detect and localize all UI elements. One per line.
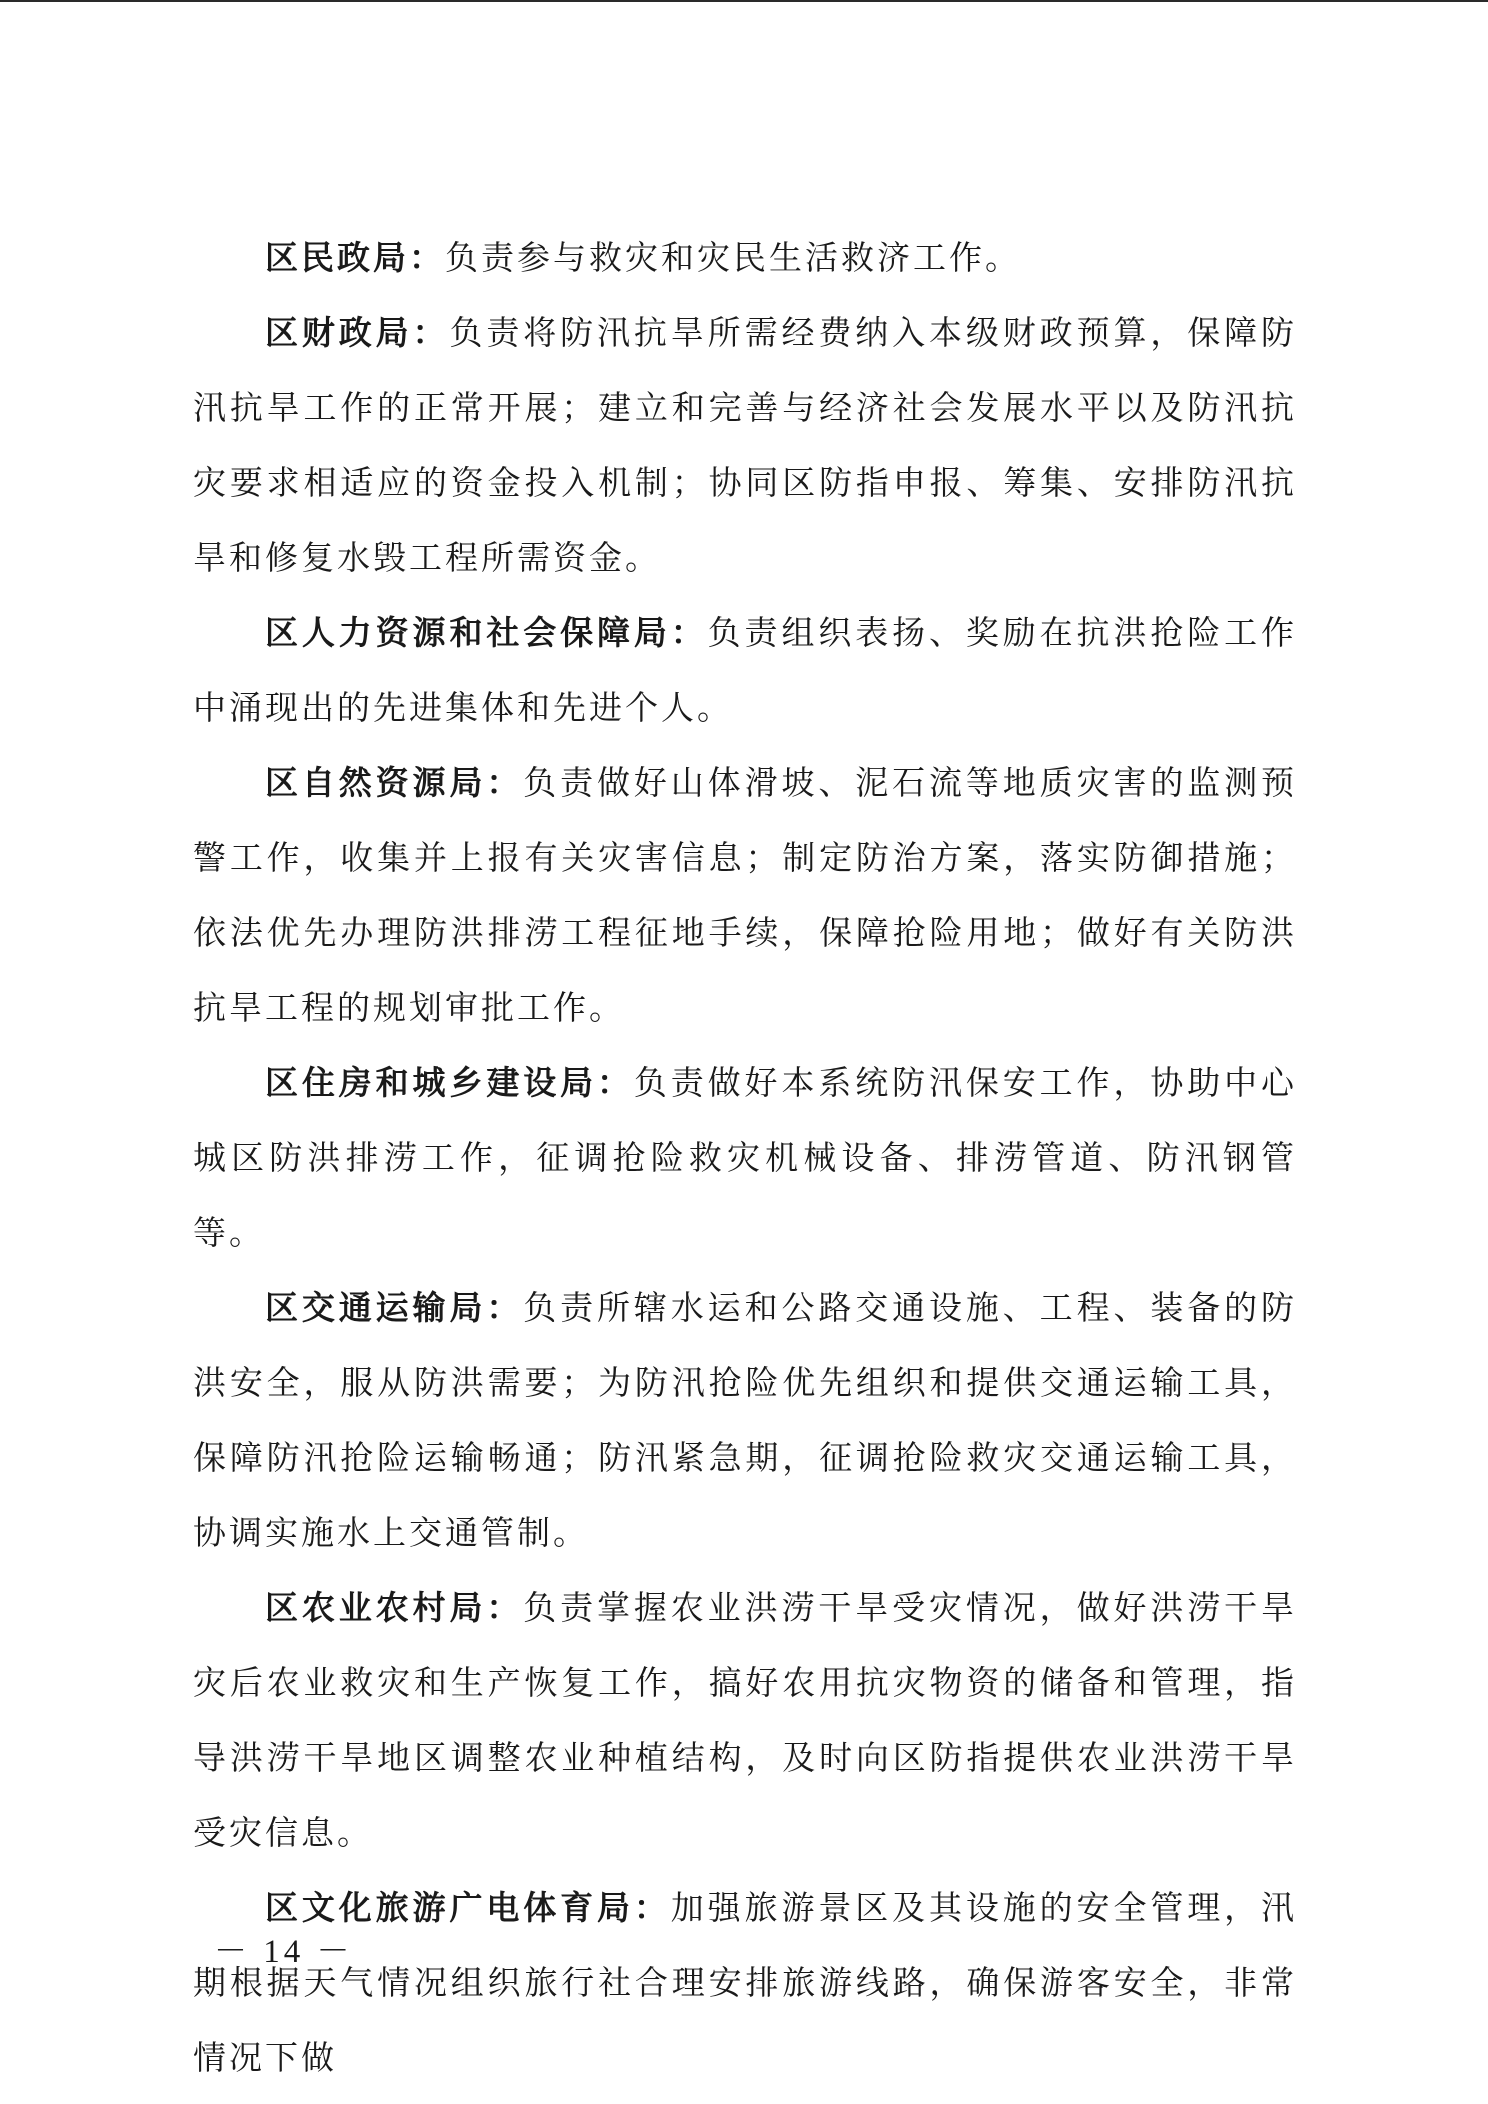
dept-heading: 区农业农村局：	[265, 1588, 524, 1627]
paragraph-transport	[193, 1270, 1297, 1570]
paragraph-agriculture	[193, 1570, 1297, 1870]
dept-heading: 区住房和城乡建设局：	[265, 1063, 634, 1102]
paragraph-text: 负责参与救灾和灾民生活救济工作。	[445, 238, 1021, 277]
paragraph-text: 负责将防汛抗旱所需经费纳入本级财政预算，保障防汛抗旱工作的正常开展；建立和完善与经济社会发展水平以及防汛抗灾要求相适应的资金投入机制；协同区防指申报、筹集、安排防汛抗旱和修复水毁工程所需资金。	[193, 313, 1298, 577]
paragraph-text: 负责做好本系统防汛保安工作，协助中心城区防洪排涝工作，征调抢险救灾机械设备、排涝管道、防汛钢管等。	[193, 1063, 1298, 1252]
paragraph-text: 负责所辖水运和公路交通设施、工程、装备的防洪安全，服从防洪需要；为防汛抢险优先组织和提供交通运输工具，保障防汛抢险运输畅通；防汛紧急期，征调抢险救灾交通运输工具，协调实施水上交通管制。	[193, 1288, 1298, 1552]
dept-heading: 区财政局：	[265, 313, 450, 352]
top-border-line	[0, 0, 1488, 2]
dept-heading: 区自然资源局：	[265, 763, 524, 802]
paragraph-culture-tourism	[193, 1870, 1297, 2095]
paragraph-housing-construction	[193, 1045, 1297, 1270]
dept-heading: 区交通运输局：	[265, 1288, 524, 1327]
paragraph-finance	[193, 295, 1297, 595]
paragraph-human-resources	[193, 595, 1297, 745]
dept-heading: 区民政局：	[265, 238, 445, 277]
document-body	[193, 220, 1297, 2095]
paragraph-text: 加强旅游景区及其设施的安全管理，汛期根据天气情况组织旅行社合理安排旅游线路，确保游客安全，非常情况下做	[193, 1888, 1298, 2077]
page-number: － 14 －	[214, 1934, 354, 1970]
paragraph-text: 负责掌握农业洪涝干旱受灾情况，做好洪涝干旱灾后农业救灾和生产恢复工作，搞好农用抗灾物资的储备和管理，指导洪涝干旱地区调整农业种植结构，及时向区防指提供农业洪涝干旱受灾信息。	[193, 1588, 1298, 1852]
paragraph-text: 负责组织表扬、奖励在抗洪抢险工作中涌现出的先进集体和先进个人。	[193, 613, 1298, 727]
paragraph-natural-resources	[193, 745, 1297, 1045]
dept-heading: 区文化旅游广电体育局：	[265, 1888, 671, 1927]
paragraph-civil-affairs	[193, 220, 1297, 295]
paragraph-text: 负责做好山体滑坡、泥石流等地质灾害的监测预警工作，收集并上报有关灾害信息；制定防治方案，落实防御措施；依法优先办理防洪排涝工程征地手续，保障抢险用地；做好有关防洪抗旱工程的规划审批工作。	[193, 763, 1298, 1027]
dept-heading: 区人力资源和社会保障局：	[265, 613, 708, 652]
